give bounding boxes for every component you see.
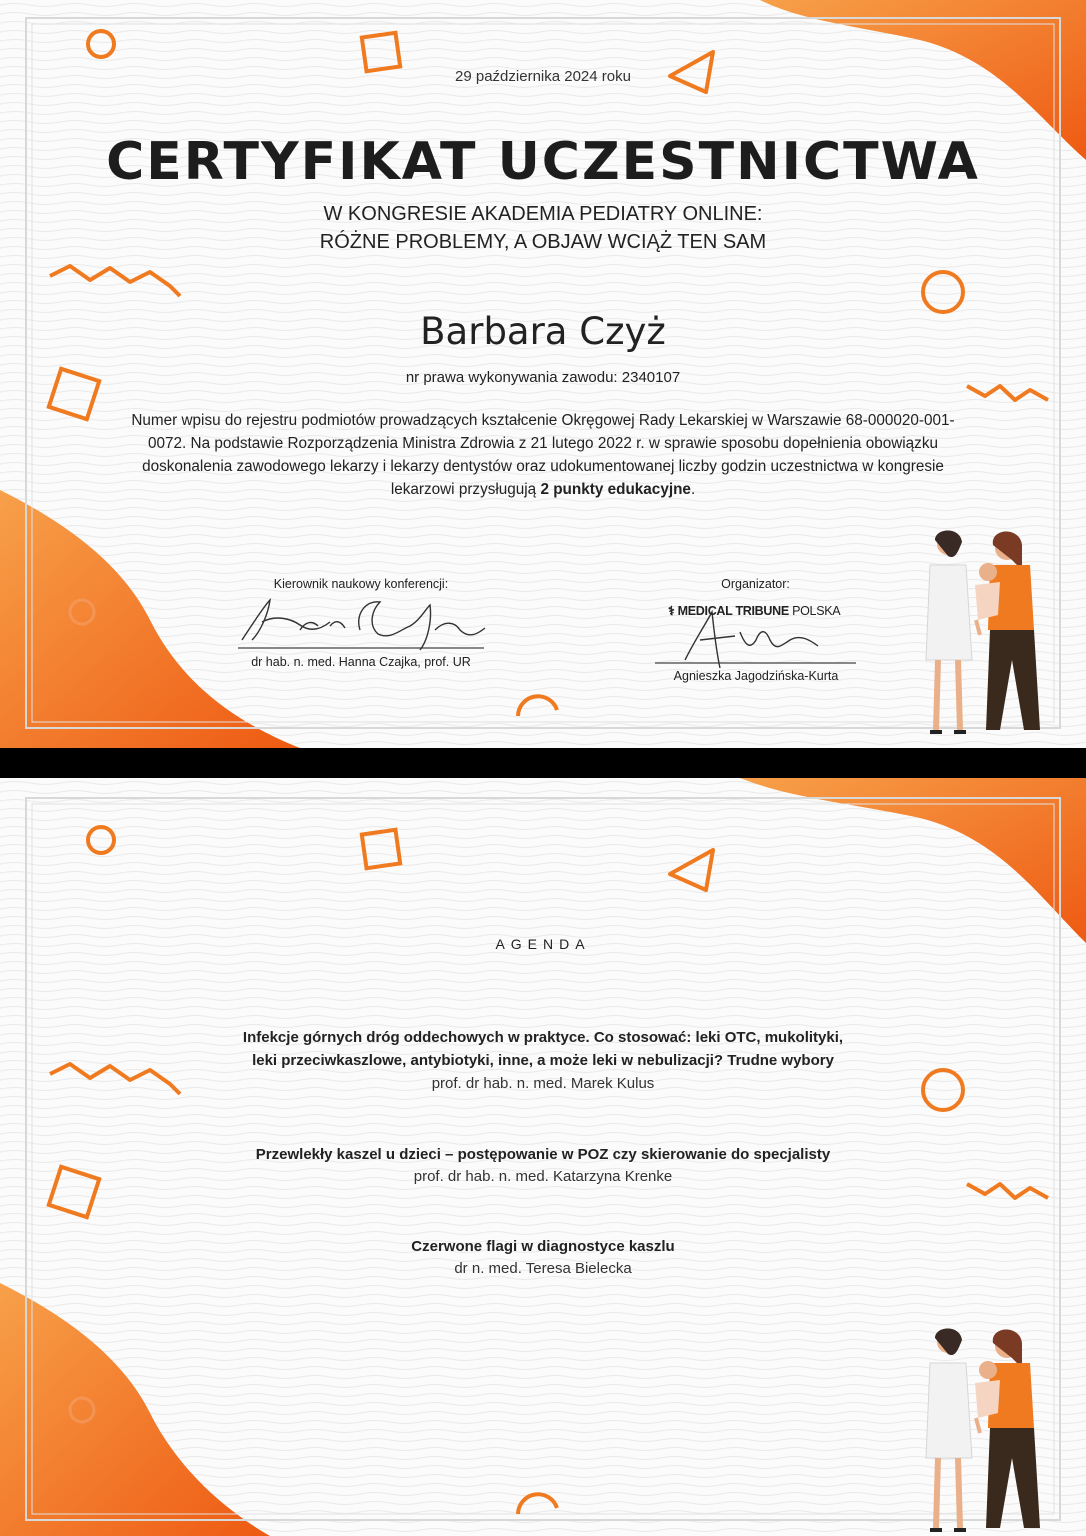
agenda-item-2-title: Przewlekły kaszel u dzieci – postępowanie w POZ czy skierowanie do specjalisty [255,1146,831,1163]
certificate-date: 29 października 2024 roku [455,68,631,85]
organizer-logo-bold: MEDICAL TRIBUNE [677,604,789,618]
agenda-page [0,778,1086,1536]
signature-left-label: Kierownik naukowy konferencji: [273,577,449,591]
agenda-item-2-speaker: prof. dr hab. n. med. Katarzyna Krenke [413,1168,673,1185]
certificate-page [0,0,1086,748]
agenda-item-1-title-line1: Infekcje górnych dróg oddechowych w praktyce. Co stosować: leki OTC, mukolityki, [242,1029,844,1046]
certificate-title: CERTYFIKAT UCZESTNICTWA [106,132,980,192]
organizer-logo [668,603,840,618]
agenda-item-1-title-line2: leki przeciwkaszlowe, antybiotyki, inne, a może leki w nebulizacji? Trudne wybory [252,1052,834,1069]
signature-left-name: dr hab. n. med. Hanna Czajka, prof. UR [251,655,471,669]
agenda-item-3-title: Czerwone flagi w diagnostyce kaszlu [411,1238,675,1255]
agenda-heading: AGENDA [495,936,591,952]
organizer-logo-icon: ⚕ [668,604,675,618]
certificate-subtitle-line2: RÓŻNE PROBLEMY, A OBJAW WCIĄŻ TEN SAM [319,231,767,253]
license-number: nr prawa wykonywania zawodu: 2340107 [405,369,681,386]
signature-right-label: Organizator: [721,577,790,591]
agenda-item-1-speaker: prof. dr hab. n. med. Marek Kulus [431,1075,655,1092]
education-points: 2 punkty edukacyjne [540,481,691,498]
signature-right-name: Agnieszka Jagodzińska-Kurta [673,669,839,683]
participant-name: Barbara Czyż [420,310,666,353]
organizer-logo-light: POLSKA [788,604,841,618]
body-text-main: Numer wpisu do rejestru podmiotów prowadzących kształcenie Okręgowej Rady Lekarskiej w Warszawie 68-000020-001-0072. Na podstawie Rozporządzenia Ministra Zdrowia z 21 lutego 2022 r. w sprawie sposobu dopełnienia obowiązku doskonalenia zawodowego lekarzy i lekarzy dentystów oraz udokumentowanej liczby godzin uczestnictwa w kongresie lekarzowi przysługują [131,412,955,498]
agenda-item-3-speaker: dr n. med. Teresa Bielecka [454,1260,632,1277]
body-text-end: . [690,481,696,498]
certificate-body-text [130,409,956,501]
certificate-subtitle-line1: W KONGRESIE AKADEMIA PEDIATRY ONLINE: [323,203,763,225]
